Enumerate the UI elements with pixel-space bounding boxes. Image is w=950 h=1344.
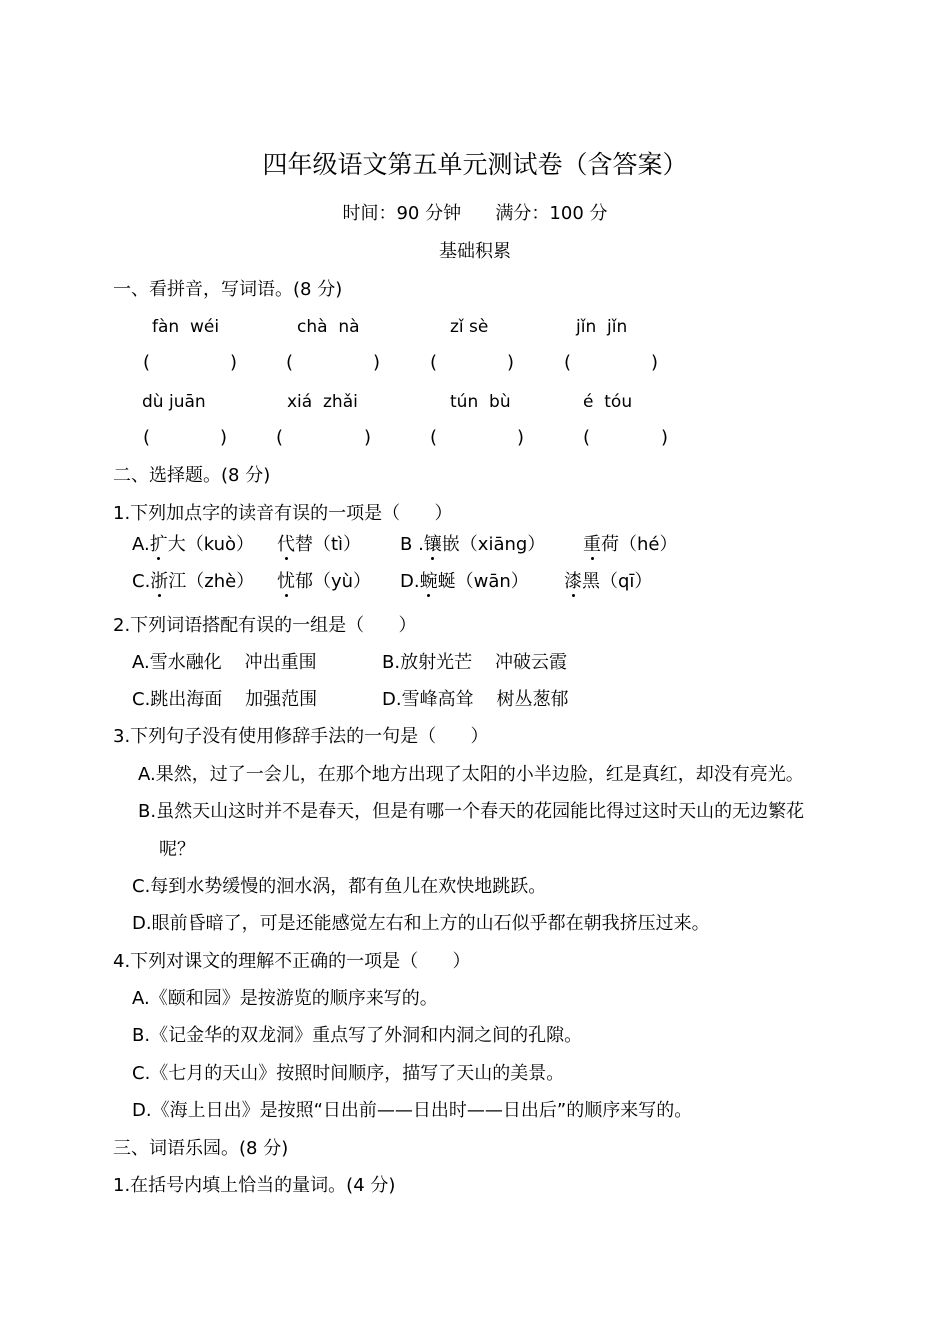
q4-option-c[interactable]: C.《七月的天山》按照时间顺序，描写了天山的美景。 bbox=[132, 1063, 565, 1084]
section-1-heading: 一、看拼音，写词语。(8 分) bbox=[113, 279, 343, 300]
q4-option-d[interactable]: D.《海上日出》是按照“日出前——日出时——日出后”的顺序来写的。 bbox=[132, 1100, 693, 1121]
q4-option-b[interactable]: B.《记金华的双龙洞》重点写了外洞和内洞之间的孔隙。 bbox=[132, 1025, 583, 1046]
q3-option-c[interactable]: C.每到水势缓慢的洄水涡，都有鱼儿在欢快地跳跃。 bbox=[132, 876, 547, 897]
q1-option-a[interactable] bbox=[132, 533, 254, 557]
q1-option-d-second bbox=[564, 570, 652, 594]
answer-box-close: ) bbox=[507, 352, 515, 373]
dotted-char: 漆 bbox=[564, 571, 582, 592]
option-label: D. bbox=[400, 571, 420, 592]
q1-option-a-second bbox=[277, 533, 361, 557]
answer-box-open[interactable]: ( bbox=[564, 352, 572, 373]
dotted-char: 扩 bbox=[149, 534, 168, 555]
pinyin-7: tún bù bbox=[450, 392, 511, 412]
option-text: 替（tì） bbox=[295, 534, 362, 555]
dotted-char: 忧 bbox=[277, 571, 295, 592]
q2-stem: 2.下列词语搭配有误的一组是（ ） bbox=[113, 615, 417, 636]
pinyin-6: xiá zhǎi bbox=[287, 392, 358, 412]
dotted-char: 蜿 bbox=[419, 571, 438, 592]
answer-box-close: ) bbox=[220, 427, 228, 448]
answer-box-open[interactable]: ( bbox=[430, 427, 438, 448]
dotted-char: 重 bbox=[583, 534, 601, 555]
q4-option-a[interactable]: A.《颐和园》是按游览的顺序来写的。 bbox=[132, 988, 438, 1009]
q2-option-b[interactable]: B.放射光芒 冲破云霞 bbox=[382, 652, 567, 673]
answer-box-close: ) bbox=[373, 352, 381, 373]
option-text: 荷（hé） bbox=[601, 534, 678, 555]
answer-box-close: ) bbox=[364, 427, 372, 448]
dotted-char: 浙 bbox=[150, 571, 169, 592]
option-text: 嵌（xiāng） bbox=[441, 534, 546, 555]
subtitle: 基础积累 bbox=[439, 241, 511, 262]
q2-option-c[interactable]: C.跳出海面 加强范围 bbox=[132, 689, 318, 710]
q1-option-c-second bbox=[277, 570, 371, 594]
section-3-heading: 三、词语乐园。(8 分) bbox=[113, 1138, 289, 1159]
q3-stem: 3.下列句子没有使用修辞手法的一句是（ ） bbox=[113, 726, 489, 747]
option-text: 江（zhè） bbox=[168, 571, 255, 592]
pinyin-3: zǐ sè bbox=[450, 317, 489, 337]
pinyin-8: é tóu bbox=[583, 392, 633, 412]
answer-box-open[interactable]: ( bbox=[286, 352, 294, 373]
q3-option-b[interactable]: B.虽然天山这时并不是春天，但是有哪一个春天的花园能比得过这时天山的无边繁花 bbox=[138, 801, 805, 822]
answer-box-close: ) bbox=[661, 427, 669, 448]
q1-option-b-second bbox=[583, 533, 677, 557]
dotted-char: 代 bbox=[277, 534, 295, 555]
option-text: 大（kuò） bbox=[167, 534, 255, 555]
option-label: B . bbox=[400, 534, 424, 555]
page-title: 四年级语文第五单元测试卷（含答案） bbox=[262, 150, 688, 179]
q4-stem: 4.下列对课文的理解不正确的一项是（ ） bbox=[113, 951, 471, 972]
time-info: 时间：90 分钟 满分：100 分 bbox=[342, 203, 608, 224]
dotted-char: 镶 bbox=[423, 534, 442, 555]
pinyin-2: chà nà bbox=[297, 317, 360, 337]
q3-option-a[interactable]: A.果然，过了一会儿，在那个地方出现了太阳的小半边脸，红是真红，却没有亮光。 bbox=[138, 764, 804, 785]
s3-q1: 1.在括号内填上恰当的量词。(4 分) bbox=[113, 1175, 396, 1196]
answer-box-open[interactable]: ( bbox=[583, 427, 591, 448]
q3-option-b-cont: 呢？ bbox=[159, 839, 195, 860]
option-label: C. bbox=[132, 571, 151, 592]
answer-box-open[interactable]: ( bbox=[143, 427, 151, 448]
answer-box-close: ) bbox=[517, 427, 525, 448]
pinyin-1: fàn wéi bbox=[152, 317, 220, 337]
answer-box-close: ) bbox=[230, 352, 238, 373]
option-text: 郁（yù） bbox=[295, 571, 372, 592]
pinyin-4: jǐn jǐn bbox=[576, 317, 628, 337]
answer-box-open[interactable]: ( bbox=[276, 427, 284, 448]
option-text: 蜒（wān） bbox=[437, 571, 529, 592]
q2-option-a[interactable]: A.雪水融化 冲出重围 bbox=[132, 652, 317, 673]
option-label: A. bbox=[132, 534, 150, 555]
answer-box-open[interactable]: ( bbox=[143, 352, 151, 373]
q3-option-d[interactable]: D.眼前昏暗了，可是还能感觉左右和上方的山石似乎都在朝我挤压过来。 bbox=[132, 913, 710, 934]
answer-box-close: ) bbox=[651, 352, 659, 373]
pinyin-5: dù juān bbox=[142, 392, 206, 412]
q1-option-c[interactable] bbox=[132, 570, 254, 594]
q1-stem: 1.下列加点字的读音有误的一项是（ ） bbox=[113, 503, 453, 524]
q1-option-b[interactable] bbox=[400, 533, 545, 557]
option-text: 黑（qī） bbox=[582, 571, 653, 592]
q2-option-d[interactable]: D.雪峰高耸 树丛葱郁 bbox=[382, 689, 569, 710]
section-2-heading: 二、选择题。(8 分) bbox=[113, 465, 271, 486]
answer-box-open[interactable]: ( bbox=[430, 352, 438, 373]
q1-option-d[interactable] bbox=[400, 570, 529, 594]
